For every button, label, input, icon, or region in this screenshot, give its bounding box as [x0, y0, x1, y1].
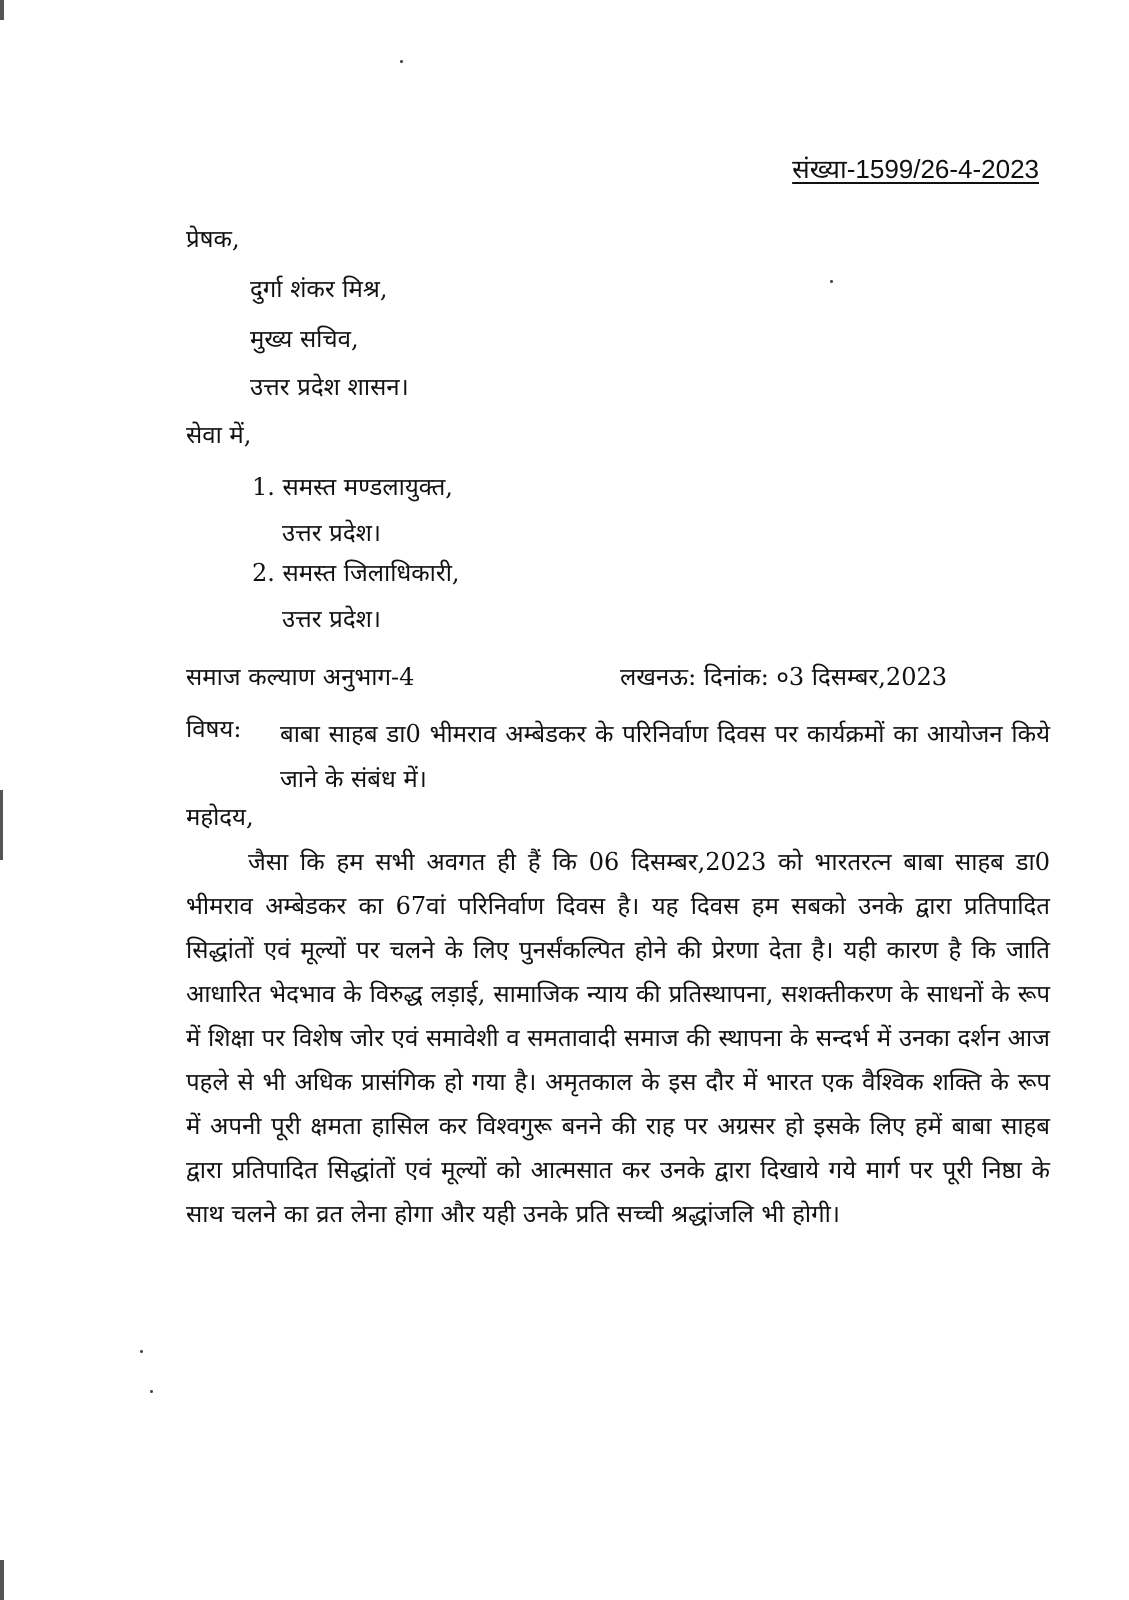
subject-text: बाबा साहब डा0 भीमराव अम्बेडकर के परिनिर्वाण दिवस पर कार्यक्रमों का आयोजन किये जाने के संबंध में। [280, 720, 1050, 793]
sender-name: दुर्गा शंकर मिश्र, [250, 275, 388, 303]
sender-label: प्रेषक, [186, 225, 240, 253]
sender-office: उत्तर प्रदेश शासन। [250, 373, 409, 401]
place-date: लखनऊ: दिनांक: ०3 दिसम्बर,2023 [620, 663, 948, 691]
scan-speck [830, 280, 833, 283]
scan-edge-mark [0, 790, 3, 860]
sender-designation: मुख्य सचिव, [250, 325, 359, 353]
scan-speck [400, 60, 403, 63]
recipient-1-place: उत्तर प्रदेश। [282, 519, 381, 547]
body-paragraph: जैसा कि हम सभी अवगत ही हैं कि 06 दिसम्बर,2023 को भारतरत्न बाबा साहब डा0 भीमराव अम्बेडकर का 67वां परिनिर्वाण दिवस है। यह दिवस हम सबको उनके द्वारा प्रतिपादित सिद्धांतों एवं मूल्यों पर चलने के लिए पुनर्संकल्पित होने की प्रेरणा देता है। यही कारण है कि जाति आधारित भेदभाव के विरुद्ध लड़ाई, सामाजिक न्याय की प्रतिस्थापना, सशक्तीकरण के साधनों के रूप में शिक्षा पर विशेष जोर एवं समावेशी व समतावादी समाज की स्थापना के सन्दर्भ में उनका दर्शन आज पहले से भी अधिक प्रासंगिक हो गया है। अमृतकाल के इस दौर में भारत एक वैश्विक शक्ति के रूप में अपनी पूरी क्षमता हासिल कर विश्वगुरू बनने की राह पर अग्रसर हो इसके लिए हमें बाबा साहब द्वारा प्रतिपादित सिद्धांतों एवं मूल्यों को आत्मसात कर उनके द्वारा दिखाये गये मार्ग पर पूरी निष्ठा के साथ चलने का व्रत लेना होगा और यही उनके प्रति सच्ची श्रद्धांजलि भी होगी। [186, 848, 1050, 1228]
reference-number: संख्या-1599/26-4-2023 [792, 154, 1039, 184]
department-name: समाज कल्याण अनुभाग-4 [186, 663, 415, 691]
recipient-2-title: 2. समस्त जिलाधिकारी, [252, 559, 460, 587]
scan-edge-mark [0, 1560, 4, 1600]
recipient-2-place: उत्तर प्रदेश। [282, 605, 381, 633]
recipients-label: सेवा में, [186, 421, 252, 449]
salutation: महोदय, [186, 803, 254, 831]
scan-edge-mark [0, 0, 4, 20]
recipient-1-title: 1. समस्त मण्डलायुक्त, [252, 473, 453, 501]
subject-label: विषय: [186, 715, 242, 743]
scan-speck [150, 1390, 153, 1393]
scan-speck [140, 1350, 143, 1353]
